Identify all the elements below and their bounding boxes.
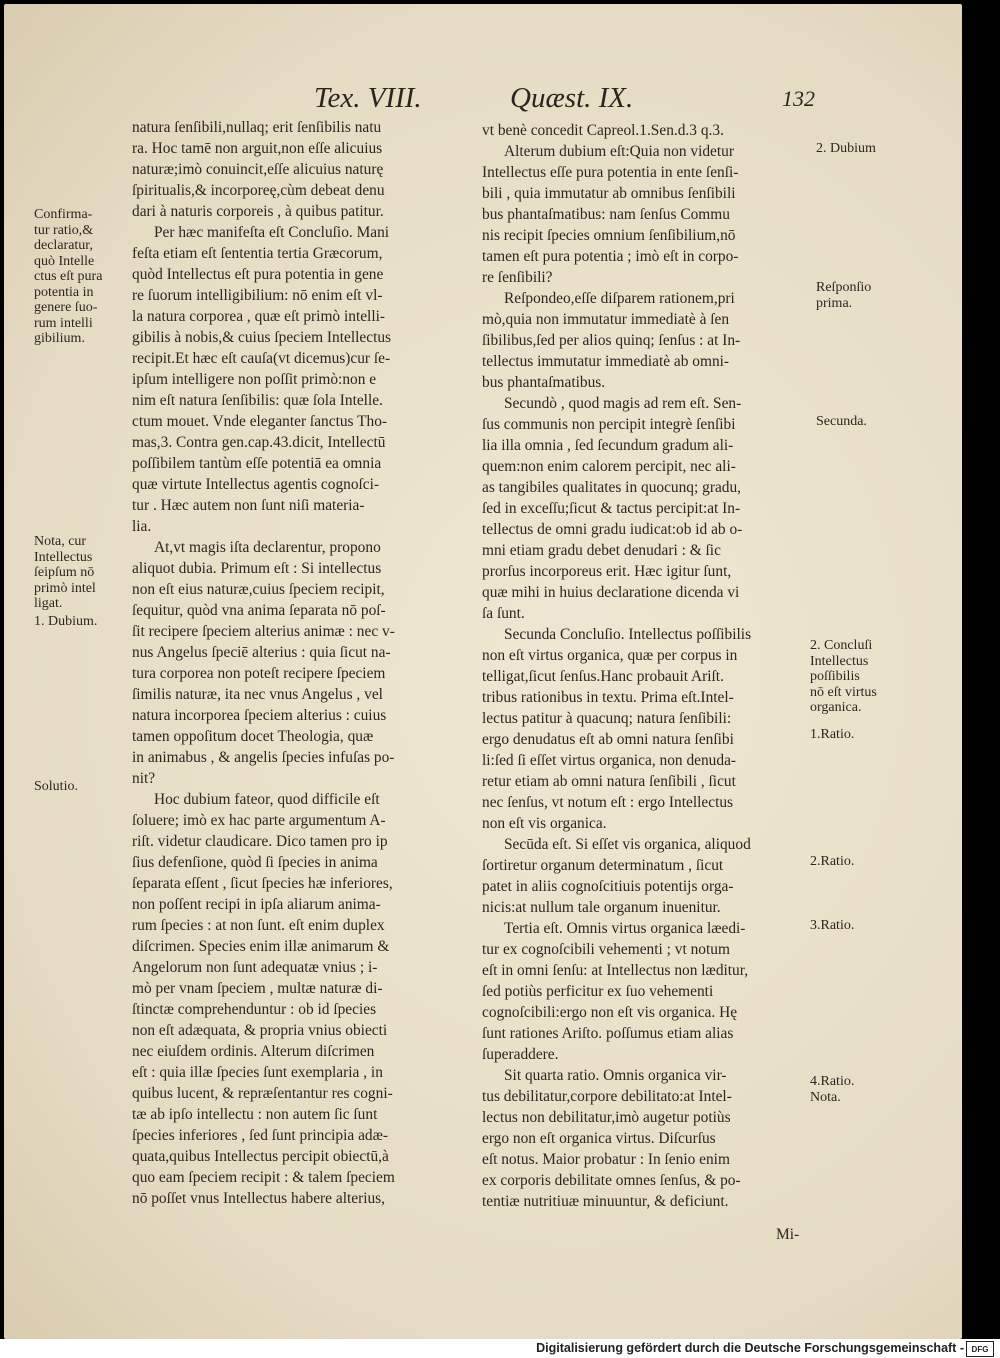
text-line: nis recipit ſpecies omnium ſenſibilium,nō <box>482 227 736 244</box>
text-line: riſt. videtur claudicare. Dico tamen pro ip <box>132 833 388 850</box>
text-line: diſcrimen. Species enim illæ animarum & <box>132 938 390 955</box>
text-line: Per hæc manifeſta eſt Concluſio. Mani <box>154 224 390 241</box>
margin-note-line: potentia in <box>34 284 94 300</box>
margin-note-dubium-1 <box>34 614 97 630</box>
text-line: non eſt vis organica. <box>482 815 607 832</box>
margin-note-line: 4.Ratio. <box>810 1074 855 1089</box>
text-line: Secūda eſt. Si eſſet vis organica, aliquod <box>504 836 751 853</box>
text-line: re ſenſibili? <box>482 269 553 286</box>
margin-note-line: primò intel <box>34 580 96 596</box>
text-line: ſuperaddere. <box>482 1046 559 1063</box>
margin-note-ratio-3 <box>810 918 854 934</box>
margin-note-line: poſſibilis <box>810 669 860 684</box>
margin-note-line: quò Intelle <box>34 253 95 269</box>
text-line: lia. <box>132 518 152 535</box>
text-line: non eſt eius naturæ,cuius ſpeciem recipit, <box>132 581 385 598</box>
text-line: lectus patitur à quacunq; natura ſenſibili: <box>482 710 732 727</box>
text-line: tur . Hæc autem non ſunt niſi materia- <box>132 497 365 514</box>
text-line: At,vt magis iſta declarentur, propono <box>154 539 381 556</box>
text-line: re ſuorum intelligibilium: nō enim eſt vl- <box>132 287 383 304</box>
text-line: ſimilis naturæ, ita nec vnus Angelus , vel <box>132 686 383 703</box>
margin-note-line: Reſponſio <box>816 280 872 295</box>
text-line: ſed in exceſſu;ſicut & tactus percipit:at In- <box>482 500 741 517</box>
margin-note-line: Intellectus <box>810 653 869 669</box>
text-line: tæ ab ipſo intellectu : non autem ſic ſunt <box>132 1106 378 1123</box>
text-line: rum ſpecies : at non ſunt. eſt enim duplex <box>132 917 385 934</box>
text-line: nec ſenſus, vt notum eſt : ergo Intellectus <box>482 794 734 811</box>
text-line: cognoſcibili:ergo non eſt vis organica. Hę <box>482 1004 738 1021</box>
text-line: natura ſenſibili,nullaq; erit ſenſibilis natu <box>132 119 382 136</box>
text-line: quòd Intellectus eſt pura potentia in gene <box>132 266 384 283</box>
margin-note-conclusio-2 <box>810 638 877 716</box>
text-line: quæ mihi in huius declaratione dicenda vi <box>482 584 740 601</box>
text-line: Secunda Concluſio. Intellectus poſſibilis <box>504 626 752 643</box>
text-line: feſta etiam eſt ſententia tertia Græcorum, <box>132 245 383 262</box>
text-line: bus phantaſmatibus: nam ſenſus Commu <box>482 206 730 223</box>
dfg-logo: DFG <box>966 1341 994 1357</box>
text-line: tellectus immutatur immediatè ab omni- <box>482 353 730 370</box>
text-line: ſa ſunt. <box>482 605 525 622</box>
margin-note-dubium-2 <box>816 141 876 157</box>
text-line: eſt in omni ſenſu: at Intellectus non læditur, <box>482 962 749 979</box>
margin-note-line: 3.Ratio. <box>810 918 855 933</box>
text-line: ex corporis debilitate omnes ſenſus, & po- <box>482 1172 741 1189</box>
text-line: nit? <box>132 770 156 787</box>
text-line: ergo non eſt organica virtus. Diſcurſus <box>482 1130 716 1147</box>
text-line: tribus rationibus in textu. Prima eſt.Intel- <box>482 689 734 706</box>
text-line: bili , quia immutatur ab omnibus ſenſibili <box>482 185 736 202</box>
margin-note-line: ſeipſum nō <box>34 565 95 580</box>
text-line: telligat,ſicut ſenſus.Hanc probauit Ariſt. <box>482 668 724 685</box>
text-line: non poſſent recipi in ipſa aliarum anima- <box>132 896 381 913</box>
text-line: bus phantaſmatibus. <box>482 374 606 391</box>
text-line: ſit recipere ſpeciem alterius animæ : nec v- <box>132 623 395 640</box>
text-line: poſſibilem tantùm eſſe potentiā ea omnia <box>132 455 382 472</box>
margin-note-line: 2. Concluſi <box>810 638 873 653</box>
text-line: nus Angelus ſpeciē alterius : quia ſicut na- <box>132 644 391 661</box>
text-line: nim eſt natura ſenſibilis: quæ ſola Intelle. <box>132 392 383 409</box>
margin-note-line: rum intelli <box>34 315 93 331</box>
text-line: mas,3. Contra gen.cap.43.dicit, Intellectū <box>132 434 386 451</box>
text-line: la natura corporea , quæ eſt primò intelli- <box>132 308 386 325</box>
text-line: Sit quarta ratio. Omnis organica vir- <box>504 1067 727 1084</box>
text-line: Intellectus eſſe pura potentia in ente ſenſi- <box>482 164 739 181</box>
margin-note-line: Nota, cur <box>34 534 87 549</box>
margin-note-line: Intellectus <box>34 549 93 565</box>
text-line: ſius defenſione, quòd ſi ſpecies in anima <box>132 854 378 871</box>
margin-note-line: 2.Ratio. <box>810 854 855 869</box>
margin-note-line: 1.Ratio. <box>810 727 855 742</box>
page-number: 132 <box>782 86 815 111</box>
text-line: in animabus , & angelis ſpecies infuſas po- <box>132 749 395 766</box>
margin-note-line: Confirma- <box>34 207 93 222</box>
text-line: tur ex cognoſcibili vehementi ; vt notum <box>482 941 730 958</box>
text-line: ipſum intelligere non poſſit primò:non e <box>132 371 377 388</box>
text-line: quibus lucent, & repræſentantur res cogni- <box>132 1085 393 1102</box>
text-line: tamen oppoſitum docet Theologia, quæ <box>132 728 374 745</box>
header-question: Quæst. IX. <box>510 82 634 114</box>
margin-note-solutio <box>34 779 78 795</box>
margin-note-line: ligat. <box>34 596 63 611</box>
text-line: eſt notus. Maior probatur : In ſenio enim <box>482 1151 730 1168</box>
text-line: Reſpondeo,eſſe diſparem rationem,pri <box>504 290 735 307</box>
margin-note-line: 1. Dubium. <box>34 614 98 629</box>
text-line: mni etiam gradu debet denudari : & ſic <box>482 542 721 559</box>
text-line: Secundò , quod magis ad rem eſt. Sen- <box>504 395 742 412</box>
text-line: ſpiritualis,& incorporeę,cùm debeat denu <box>132 182 385 199</box>
book-page <box>4 4 962 1339</box>
text-line: Tertia eſt. Omnis virtus organica læedi- <box>504 920 746 937</box>
text-line: ſoluere; imò ex hac parte argumentum A- <box>132 812 386 829</box>
left-column <box>132 117 462 1209</box>
text-line: natura incorporea ſpeciem alterius : cuius <box>132 707 387 724</box>
text-line: tentiæ nutritiuæ minuuntur, & deficiunt. <box>482 1193 729 1210</box>
margin-note-responsio <box>816 280 871 311</box>
text-line: ra. Hoc tamē non arguit,non eſſe alicuius <box>132 140 383 157</box>
right-column <box>482 120 812 1212</box>
text-line: tus debilitatur,corpore debilitato:at Intel- <box>482 1088 732 1105</box>
footer-credit: Digitalisierung gefördert durch die Deutsche Forschungsgemeinschaft - <box>536 1341 964 1355</box>
margin-note-line: Solutio. <box>34 779 78 794</box>
text-line: lectus non debilitatur,imò augetur potiùs <box>482 1109 731 1126</box>
margin-note-line: Nota. <box>810 1089 841 1105</box>
margin-note-line: tur ratio,& <box>34 222 94 238</box>
text-line: dari à naturis corporeis , à quibus patitur. <box>132 203 384 220</box>
text-line: recipit.Et hæc eſt cauſa(vt dicemus)cur ſe- <box>132 350 391 367</box>
text-line: nec eiuſdem ordinis. Alterum diſcrimen <box>132 1043 375 1060</box>
text-line: prorſus incorporeus erit. Hæc igitur ſunt, <box>482 563 732 580</box>
text-line: vt benè concedit Capreol.1.Sen.d.3 q.3. <box>482 122 724 139</box>
text-line: non eſt virtus organica, quæ per corpus in <box>482 647 738 664</box>
text-line: Angelorum non ſunt adequatæ vnius ; i- <box>132 959 378 976</box>
margin-note-line: declaratur, <box>34 238 93 253</box>
margin-note-ratio-2 <box>810 854 854 870</box>
margin-note-line: nō eſt virtus <box>810 684 877 700</box>
text-line: quata,quibus Intellectus percipit obiectū,à <box>132 1148 389 1165</box>
text-line: Hoc dubium fateor, quod difficile eſt <box>154 791 380 808</box>
text-line: lia illa omnia , ſed ſecundum gradum ali- <box>482 437 734 454</box>
margin-note-confirmatur <box>34 207 102 347</box>
margin-note-line: Secunda. <box>816 414 867 429</box>
text-line: quæ virtute Intellectus agentis cognoſci- <box>132 476 380 493</box>
text-line: nō poſſet vnus Intellectus habere alterius, <box>132 1190 386 1207</box>
text-line: as tangibiles qualitates in quocunq; gradu, <box>482 479 742 496</box>
text-line: ſeparata eſſent , ſicut ſpecies hæ inferiores, <box>132 875 393 892</box>
margin-note-secunda <box>816 414 867 430</box>
text-line: ergo denudatus eſt ab omni natura ſenſibi <box>482 731 734 748</box>
margin-note-ratio-1 <box>810 727 854 743</box>
text-line: ſibilibus,ſed per alios quinq; ſenſus : at In- <box>482 332 741 349</box>
margin-note-line: ctus eſt pura <box>34 269 103 284</box>
text-line: ſus communis non percipit integrè ſenſibi <box>482 416 736 433</box>
text-line: ſequitur, quòd vna anima ſeparata nō poſ- <box>132 602 386 619</box>
text-line: eſt : quia illæ ſpecies ſunt exemplaria , in <box>132 1064 383 1081</box>
text-line: patet in aliis cognoſcitiuis potentijs orga- <box>482 878 734 895</box>
text-line: retur etiam ab omni natura ſenſibili , ſicut <box>482 773 736 790</box>
margin-note-line: 2. Dubium <box>816 141 876 156</box>
margin-note-ratio-4 <box>810 1074 854 1105</box>
text-line: gibilis à nobis,& cuius ſpeciem Intellectus <box>132 329 392 346</box>
margin-note-nota <box>34 534 96 612</box>
text-line: ſortiretur organum determinatum , ſicut <box>482 857 724 874</box>
text-line: tamen eſt pura potentia ; imò eſt in corpo- <box>482 248 739 265</box>
text-line: naturæ;imò conuincit,eſſe alicuius naturę <box>132 161 384 178</box>
footer-bar <box>0 1339 1000 1358</box>
text-line: ſtinctæ comprehenduntur : ob id ſpecies <box>132 1001 377 1018</box>
text-line: quem:non enim calorem percipit, nec ali- <box>482 458 736 475</box>
text-line: aliquot dubia. Primum eſt : Si intellectus <box>132 560 382 577</box>
text-line: mò per vnam ſpeciem , multæ naturæ di- <box>132 980 383 997</box>
text-line: ſpecies inferiores , ſed ſunt principia adæ- <box>132 1127 388 1144</box>
margin-note-line: genere ſuo- <box>34 300 98 315</box>
margin-note-line: organica. <box>810 700 862 715</box>
text-line: ſed potiùs perficitur ex ſuo vehementi <box>482 983 714 1000</box>
text-line: non eſt adæquata, & propria vnius obiecti <box>132 1022 388 1039</box>
margin-note-line: prima. <box>816 295 853 311</box>
text-line: quo eam ſpeciem recipit : & talem ſpeciem <box>132 1169 395 1186</box>
margin-note-line: gibilium. <box>34 331 85 346</box>
text-line: ctum mouet. Vnde eleganter ſanctus Tho- <box>132 413 388 430</box>
text-line: ſunt rationes Ariſto. poſſumus etiam alias <box>482 1025 734 1042</box>
running-header <box>4 82 962 122</box>
text-line: nicis:at nullum tale organum inuenitur. <box>482 899 721 916</box>
catchword: Mi- <box>776 1226 800 1243</box>
header-text: Tex. VIII. <box>314 82 422 114</box>
text-line: li:ſed ſi eſſet virtus organica, non denuda- <box>482 752 737 769</box>
text-line: mò,quia non immutatur immediatè à ſen <box>482 311 730 328</box>
text-line: Alterum dubium eſt:Quia non videtur <box>504 143 734 160</box>
text-line: tellectus de omni gradu iudicat:ob id ab o- <box>482 521 743 538</box>
text-line: tura corporea non poteſt recipere ſpeciem <box>132 665 386 682</box>
